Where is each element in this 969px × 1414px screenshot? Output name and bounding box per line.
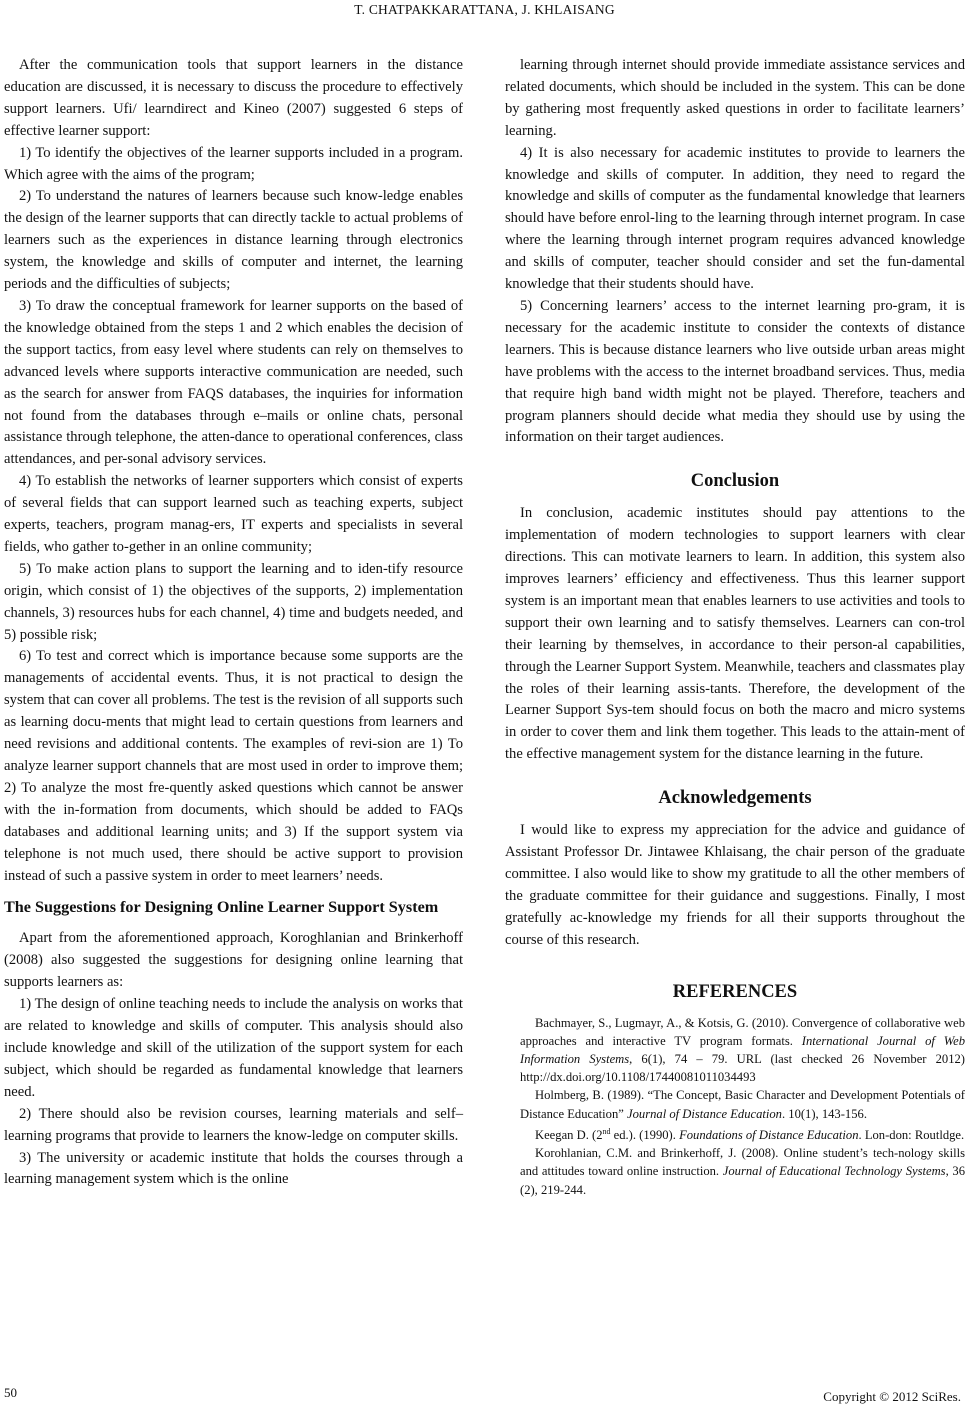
paragraph: 5) To make action plans to support the learning and to iden-tify resource origin, which consist of 1) the objectives of the supports, 2) implementation channels, 3) resources hubs for each channel, 4) time and budgets needed, and 5) possible risk; <box>4 560 463 643</box>
paragraph: Apart from the aforementioned approach, Koroghlanian and Brinkerhoff (2008) also suggested the suggestions for designing online learning that supports learners as: <box>4 930 463 991</box>
reference-item: Korohlanian, C.M. and Brinkerhoff, J. (2008). Online student’s tech-nology skills and attitudes toward online instruction. Journal of Educational Technology Systems, 36 (2), 219-244. <box>520 1146 966 1197</box>
paragraph: After the communication tools that support learners in the distance education are discussed, it is necessary to discuss the procedure to effectively support learners. Ufi/ learndirect and Kineo (2007) suggested 6 steps of effective learner support: <box>4 57 463 139</box>
reference-item: Holmberg, B. (1989). “The Concept, Basic Character and Development Potentials of Distance Education” Journal of Distance Education. 10(1), 143-156. <box>520 1088 965 1121</box>
reference-item: Bachmayer, S., Lugmayr, A., & Kotsis, G. (2010). Convergence of collaborative web approaches and interactive TV program formats. International Journal of Web Information Systems, 6(1), 74 – 79. URL (last checked 26 November 2012) http://dx.doi.org/10.1108/17440081011034493 <box>520 1015 966 1085</box>
paragraph: 1) To identify the objectives of the learner supports included in a program. Which agree with the aims of the program; <box>4 144 463 183</box>
reference-list <box>505 1014 965 1199</box>
paragraph: 5) Concerning learners’ access to the internet learning pro-gram, it is necessary for the academic institute to consider the contexts of distance learners. This is because distance learners who live outside urban areas might have problems with the access to the internet broadband services. Thus, media that require high band width might not be played. Therefore, teachers and program planners should decide what media they should use by using the information on their target audiences. <box>505 297 965 446</box>
paragraph: 6) To test and correct which is importance because some supports are the managements of accidental events. Thus, it is not practical to design the system that can cover all problems. The test is the revision of all supports such as learning docu-ments that might lead to certain questions from learners and need revisions and additional contents. The examples of revi-sion are 1) To analyze learner support channels that are most used in order to improve them; 2) To analyze the most fre-quently asked questions which cannot be answer with the in-formation from documents, which should be added to FAQs databases and additional learning units; and 3) If the support system via telephone is not much used, there should be active support to provision instead of such a passive system in order to meet learners’ needs. <box>4 648 463 884</box>
paragraph: learning through internet should provide immediate assistance services and related documents, which should be included in the system. This can be done by gathering most frequently asked questions in order to facilitate learners’ learning. <box>505 57 965 139</box>
references-heading: REFERENCES <box>672 981 798 1002</box>
paragraph: 4) To establish the networks of learner supporters which consist of experts of several fields that can support learned such as teaching experts, subject experts, teachers, program manag-ers, IT experts and specialists in several fields, who gather to-gether in an online community; <box>4 473 463 555</box>
paragraph: 3) To draw the conceptual framework for learner supports on the based of the knowledge obtained from the steps 1 and 2 which enables the decision of the support tactics, from easy level where students can rely on themselves to advanced levels where supports interactive communication are needed, such as the search for answer from FAQS databases, the inquiries for information not found from the databases through e–mails or online chats, personal assistance through telephone, the atten-dance to operational conferences, class attendances, and per-sonal advisory services. <box>4 297 463 468</box>
section-heading: The Suggestions for Designing Online Learner Support System <box>4 898 439 917</box>
paragraph: In conclusion, academic institutes should pay attentions to the implementation of modern technologies to support learners with clear directions. This can motivate learners to learn. In addition, this system also improves learners’ efficiency and effectiveness. Thus this learner support system is an important mean that enables learners to use activities and tools to support their own learning and to satisfy themselves. Learners can con-trol their learning by themselves, in accordance to their person-al capabilities, through the Learner Support System. Meanwhile, teachers and classmates play the roles of their learning assis-tants. Therefore, the development of the Learner Support Sys-tem should focus on both the macro and micro systems in order to cover them and link them together. This leads to the attain-ment of the effective management system for the distance learning in the future. <box>505 505 965 763</box>
page-number: 50 <box>4 1385 17 1400</box>
paragraph: 4) It is also necessary for academic institutes to provide to learners the knowledge and skills of computer. In addition, they need to regard the knowledge and skills of computer as the fundamental knowledge that learners should have before enrol-ling to the learning through internet program. In case where the learning through internet program requires advanced knowledge and skills of computer, teacher should consider and set the fun-damental knowledge that their students should have. <box>505 144 965 293</box>
left-column <box>4 55 463 1191</box>
paragraph: 2) There should also be revision courses, learning materials and self–learning programs that provide to learners the know-ledge on computer skills. <box>4 1105 463 1144</box>
running-header: T. CHATPAKKARATTANA, J. KHLAISANG <box>354 2 615 17</box>
copyright-notice: Copyright © 2012 SciRes. <box>823 1389 961 1404</box>
paragraph: 2) To understand the natures of learners because such know-ledge enables the design of the learner supports that can directly tackle to actual problems of learners such as the experiences in distance learning through electronics system, the knowledge and skills of computer and internet, the learning periods and the difficulties of subjects; <box>4 188 463 293</box>
paragraph: 1) The design of online teaching needs to include the analysis on works that are related to knowledge and skills of computer. This analysis should also include knowledge and skill of the utilization of the support system for each subject, which should be regarded as fundamental knowledge that learners need. <box>4 996 463 1100</box>
conclusion-heading: Conclusion <box>690 471 780 492</box>
paragraph: I would like to express my appreciation for the advice and guidance of Assistant Professor Dr. Jintawee Khlaisang, the chair person of the graduate committee. I also would like to show my gratitude to all the other members of the graduate committee for their guidance and suggestions. Finally, I most gratefully ac-knowledge my friends for all their supports throughout the course of this research. <box>505 822 965 948</box>
acknowledgements-heading: Acknowledgements <box>658 788 812 809</box>
right-column <box>505 55 965 1199</box>
paragraph: 3) The university or academic institute that holds the courses through a learning management system which is the online <box>4 1149 463 1188</box>
reference-item: Keegan D. (2nd ed.). (1990). Foundations of Distance Education. Lon-don: Routldge. <box>535 1126 965 1143</box>
